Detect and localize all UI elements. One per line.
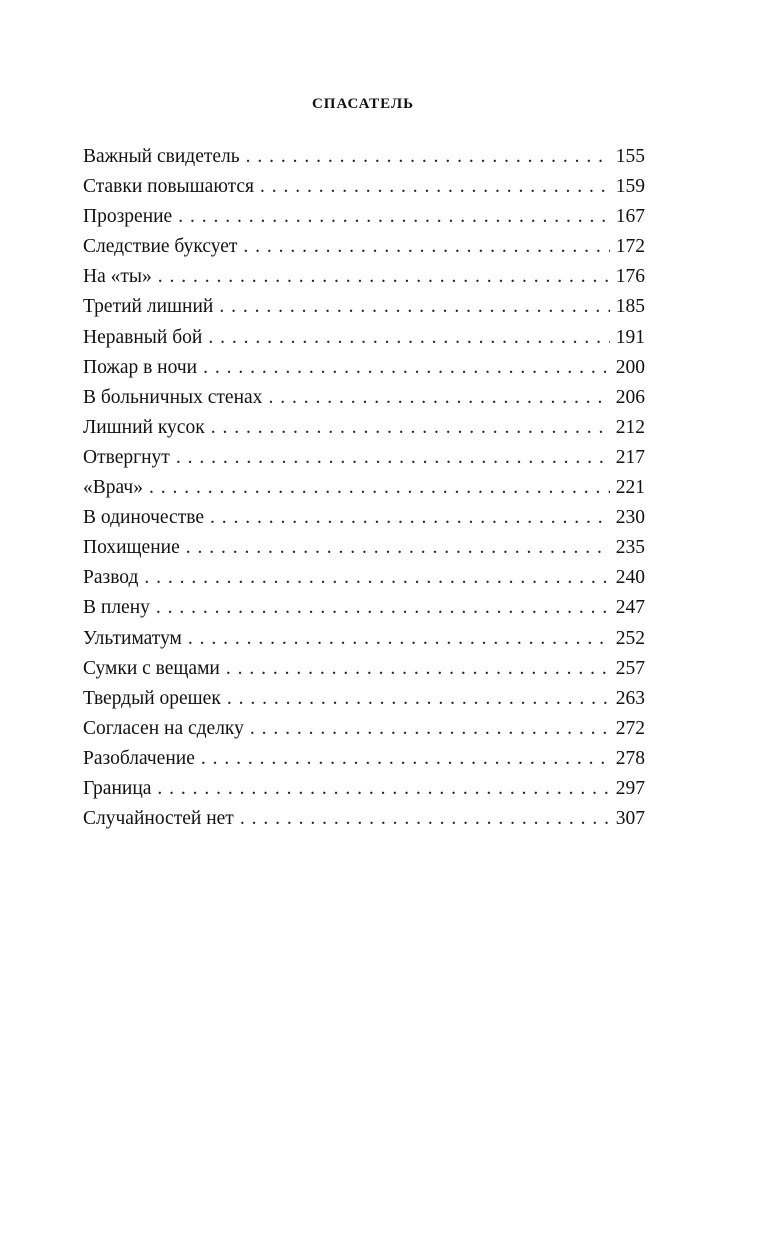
dot-leader <box>243 232 609 262</box>
dot-leader <box>176 443 610 473</box>
toc-entry-title: Следствие буксует <box>83 236 238 258</box>
dot-leader <box>157 774 609 804</box>
toc-entry-title: Прозрение <box>83 206 173 228</box>
toc-entry-title: «Врач» <box>83 477 143 499</box>
toc-entry-page: 185 <box>615 296 645 318</box>
toc-entry-title: Сумки с вещами <box>83 657 220 679</box>
dot-leader <box>227 684 610 714</box>
toc-entry-page: 200 <box>615 356 645 378</box>
toc-entry <box>83 172 645 202</box>
toc-entry-title: Похищение <box>83 537 180 559</box>
toc-entry <box>83 593 645 623</box>
toc-entry-page: 167 <box>615 206 645 228</box>
dot-leader <box>260 172 610 202</box>
toc-entry-title: В плену <box>83 597 150 619</box>
toc-entry-page: 307 <box>615 808 645 830</box>
toc-entry <box>83 744 645 774</box>
dot-leader <box>211 413 610 443</box>
toc-entry-title: Третий лишний <box>83 296 214 318</box>
dot-leader <box>203 353 610 383</box>
toc-entry-page: 155 <box>615 146 645 167</box>
toc-entry-title: Граница <box>83 777 152 799</box>
dot-leader <box>208 323 609 353</box>
dot-leader <box>210 503 610 533</box>
toc-entry-page: 206 <box>615 386 645 408</box>
toc-entry-page: 263 <box>615 687 645 709</box>
toc-entry-page: 191 <box>615 326 645 348</box>
dot-leader <box>156 593 610 623</box>
toc-entry-page: 235 <box>615 537 645 559</box>
toc-entry-title: Ставки повышаются <box>83 176 255 198</box>
toc-entry-page: 257 <box>615 657 645 679</box>
toc-entry-title: Ультиматум <box>83 627 182 649</box>
toc-entry-page: 217 <box>615 446 645 468</box>
toc-entry-title: Случайностей нет <box>83 808 234 830</box>
toc-entry-title: В больничных стенах <box>83 386 263 408</box>
toc-entry-page: 176 <box>615 266 645 288</box>
toc-entry-title: Пожар в ночи <box>83 356 198 378</box>
toc-entry <box>83 714 645 744</box>
toc-entry-title: Разоблачение <box>83 747 195 769</box>
toc-entry <box>83 383 645 413</box>
toc-entry <box>83 563 645 593</box>
dot-leader <box>268 383 609 413</box>
toc-entry-page: 240 <box>615 567 645 589</box>
toc-entry-page: 230 <box>615 507 645 529</box>
toc-entry-page: 278 <box>615 747 645 769</box>
toc-entry <box>83 232 645 262</box>
toc-entry-page: 159 <box>615 176 645 198</box>
toc-entry <box>83 443 645 473</box>
toc-entry-page: 212 <box>615 416 645 438</box>
toc-entry-page: 252 <box>615 627 645 649</box>
toc-entry-page: 272 <box>615 717 645 739</box>
dot-leader <box>178 202 610 232</box>
toc-entry <box>83 262 645 292</box>
toc-entry <box>83 624 645 654</box>
toc-entry-page: 247 <box>615 597 645 619</box>
section-title: СПАСАТЕЛЬ <box>311 96 415 112</box>
toc-entry-page: 221 <box>615 477 645 499</box>
dot-leader <box>188 624 610 654</box>
toc-entry <box>83 684 645 714</box>
dot-leader <box>246 142 610 172</box>
toc-entry <box>83 473 645 503</box>
toc-entry <box>83 292 645 322</box>
toc-entry <box>83 142 645 172</box>
toc-entry <box>83 202 645 232</box>
toc-entry <box>83 533 645 563</box>
toc-entry-title: Согласен на сделку <box>83 717 244 739</box>
toc-entry-title: Неравный бой <box>83 326 203 348</box>
toc-entry <box>83 774 645 804</box>
toc-entry <box>83 323 645 353</box>
dot-leader <box>186 533 610 563</box>
toc-entry-title: Отвергнут <box>83 446 170 468</box>
toc-entry <box>83 804 645 834</box>
toc-entry-page: 297 <box>615 777 645 799</box>
toc-entry-title: На «ты» <box>83 266 152 288</box>
toc-entry-title: Твердый орешек <box>83 687 221 709</box>
toc-entry <box>83 503 645 533</box>
toc-entry-title: В одиночестве <box>83 507 204 529</box>
dot-leader <box>250 714 610 744</box>
dot-leader <box>144 563 609 593</box>
dot-leader <box>240 804 610 834</box>
table-of-contents <box>83 142 645 834</box>
toc-entry-title: Лишний кусок <box>83 416 205 438</box>
dot-leader <box>201 744 610 774</box>
dot-leader <box>158 262 610 292</box>
toc-entry <box>83 353 645 383</box>
dot-leader <box>226 654 610 684</box>
toc-entry-title: Важный свидетель <box>83 146 240 167</box>
toc-entry <box>83 654 645 684</box>
dot-leader <box>219 292 609 322</box>
toc-entry-page: 172 <box>615 236 645 258</box>
toc-entry <box>83 413 645 443</box>
toc-entry-title: Развод <box>83 567 139 589</box>
dot-leader <box>149 473 610 503</box>
